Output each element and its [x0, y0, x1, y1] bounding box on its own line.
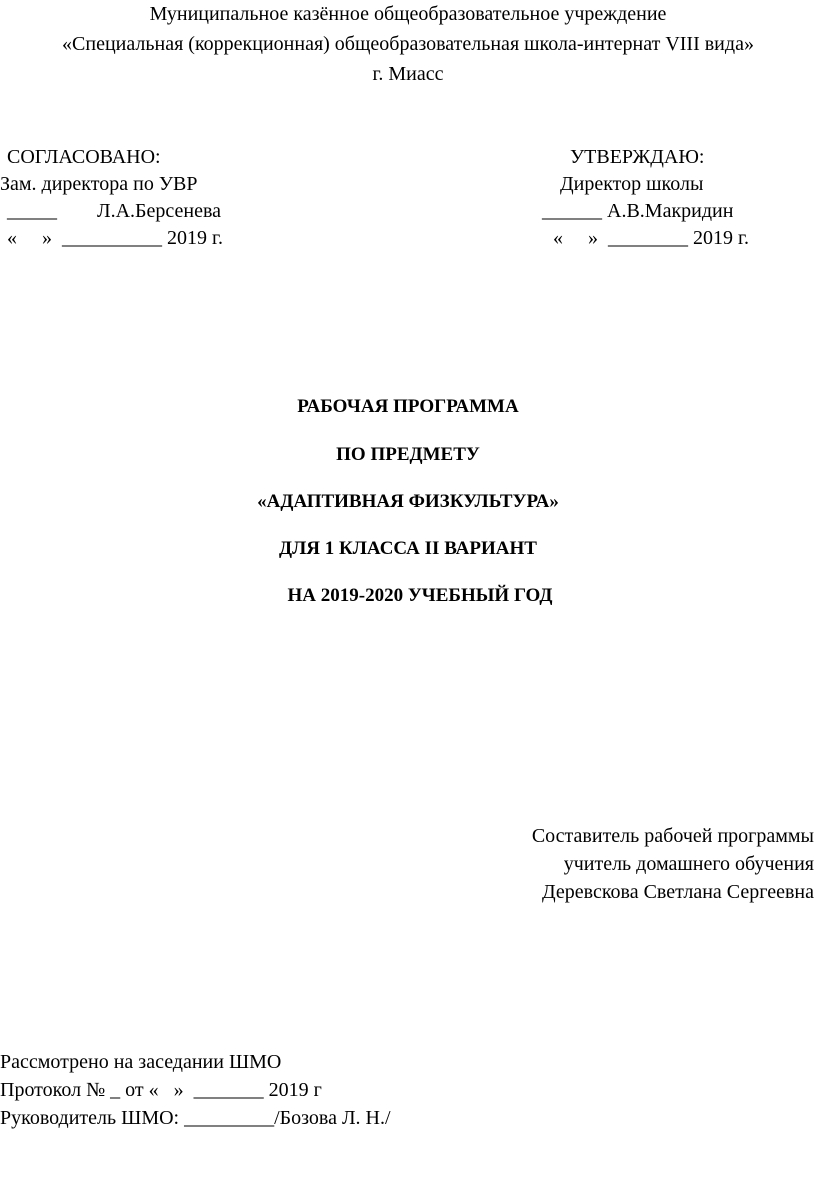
- author-name: Деревскова Светлана Сергеевна: [541, 881, 814, 903]
- program-title-line1: РАБОЧАЯ ПРОГРАММА: [297, 396, 519, 417]
- approve-title: УТВЕРЖДАЮ:: [570, 146, 705, 168]
- review-meeting: Рассмотрено на заседании ШМО: [0, 1051, 282, 1073]
- review-head: Руководитель ШМО: _________/Бозова Л. Н./: [0, 1107, 391, 1129]
- program-title-line4: ДЛЯ 1 КЛАССА II ВАРИАНТ: [279, 538, 537, 559]
- institution-name: Муниципальное казённое общеобразовательное учреждение: [149, 3, 667, 25]
- approve-position: Директор школы: [560, 173, 704, 195]
- author-position: учитель домашнего обучения: [563, 853, 814, 875]
- review-protocol: Протокол № _ от « » _______ 2019 г: [0, 1079, 322, 1101]
- agreed-date: « » __________ 2019 г.: [7, 227, 223, 249]
- approve-signature: ______ А.В.Макридин: [542, 200, 734, 222]
- program-title-line2: ПО ПРЕДМЕТУ: [336, 444, 480, 465]
- program-title-line5: НА 2019-2020 УЧЕБНЫЙ ГОД: [287, 585, 553, 606]
- agreed-signature: _____ Л.А.Берсенева: [7, 200, 222, 222]
- school-name: «Специальная (коррекционная) общеобразовательная школа-интернат VIII вида»: [62, 33, 754, 55]
- city-name: г. Миасс: [372, 63, 444, 85]
- approve-date: « » ________ 2019 г.: [553, 227, 749, 249]
- author-role: Составитель рабочей программы: [531, 825, 814, 847]
- program-title-line3: «АДАПТИВНАЯ ФИЗКУЛЬТУРА»: [257, 491, 559, 512]
- author-block: [532, 822, 814, 906]
- agreed-position: Зам. директора по УВР: [0, 173, 198, 195]
- agreed-title: СОГЛАСОВАНО:: [7, 146, 161, 168]
